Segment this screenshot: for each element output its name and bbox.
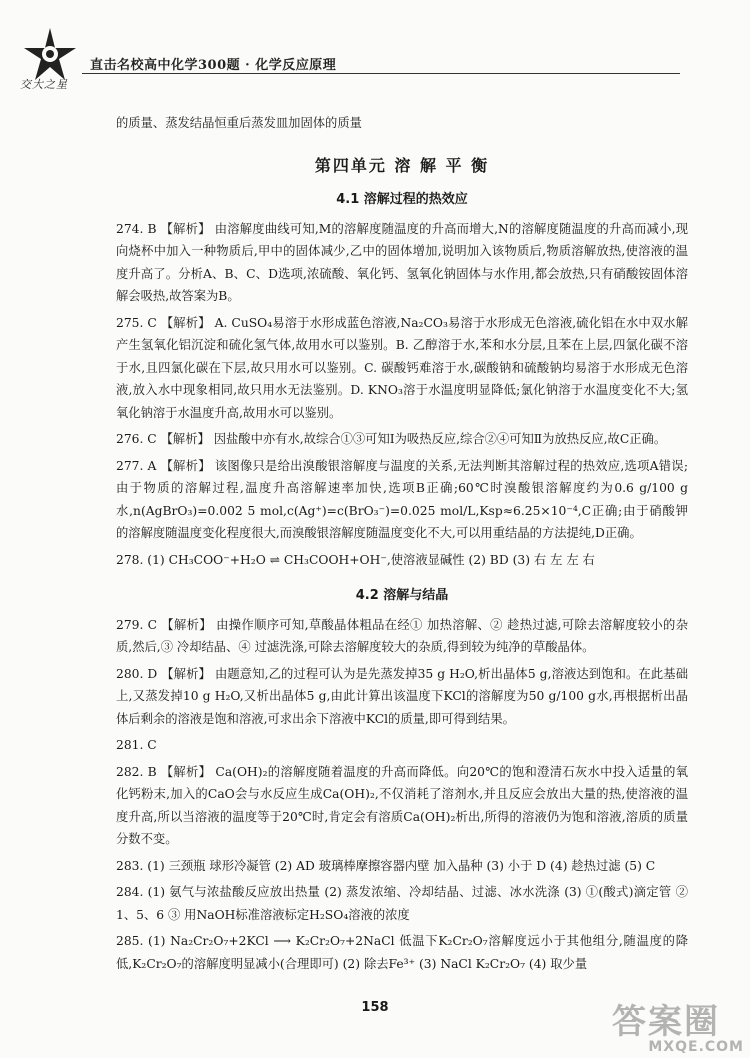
answer-content bbox=[116, 112, 688, 979]
answer-283: 283. (1) 三颈瓶 球形冷凝管 (2) AD 玻璃棒摩擦容器内壁 加入晶种 (3) 小于 D (4) 趁热过滤 (5) C bbox=[116, 858, 656, 873]
header-rule bbox=[82, 73, 680, 74]
star-logo-icon bbox=[22, 26, 78, 82]
watermark-url: MXQE.COM bbox=[648, 1039, 744, 1055]
lead-line: 的质量、蒸发结晶恒重后蒸发皿加固体的质量 bbox=[116, 116, 362, 130]
answer-285: 285. (1) Na₂Cr₂O₇+2KCl ⟶ K₂Cr₂O₇+2NaCl 低温下K₂Cr₂O₇溶解度远小于其他组分,随温度的降低,K₂Cr₂O₇的溶解度明显减小(合理即可) (2) 除去Fe³⁺ (3) NaCl K₂Cr₂O₇ (4) 取少量 bbox=[116, 934, 688, 971]
watermark-text: 答案圈 bbox=[612, 1002, 720, 1042]
answer-275: 275. C 【解析】 A. CuSO₄易溶于水形成蓝色溶液,Na₂CO₃易溶于水形成无色溶液,硫化铝在水中双水解产生氢氧化铝沉淀和硫化氢气体,故用水可以鉴别。B. 乙醇溶于水,苯和水分层,且苯在上层,四氯化碳不溶于水,且四氯化碳在下层,故只用水可以鉴别。C. 碳酸钙难溶于水,碳酸钠和硫酸钠均易溶于水形成无色溶液,放入水中现象相同,故只用水无法鉴别。D. KNO₃溶于水温度明显降低;氯化钠溶于水温度变化不大;氢氧化钠溶于水温度升高,故用水可以鉴别。 bbox=[116, 315, 688, 420]
answer-278: 278. (1) CH₃COO⁻+H₂O ⇌ CH₃COOH+OH⁻,使溶液显碱性 (2) BD (3) 右 左 左 右 bbox=[116, 552, 595, 567]
answer-277: 277. A 【解析】 该图像只是给出溴酸银溶解度与温度的关系,无法判断其溶解过程的热效应,选项A错误;由于物质的溶解过程,温度升高溶解速率加快,选项B正确;60℃时溴酸银溶解度约为0.6 g/100 g水,n(AgBrO₃)=0.002 5 mol,c(Ag⁺)=c(BrO₃⁻)=0.025 mol/L,Ksp≈6.25×10⁻⁴,C正确;由于硝酸钾的溶解度随温度变化程度很大,而溴酸银溶解度随温度变化不大,可以用重结晶的方法提纯,D正确。 bbox=[116, 458, 688, 540]
book-title: 直击名校高中化学300题 · 化学反应原理 bbox=[90, 58, 337, 73]
watermark-logo bbox=[612, 1002, 750, 1058]
answer-279: 279. C 【解析】 由操作顺序可知,草酸晶体粗品在经① 加热溶解、② 趁热过滤,可除去溶解度较小的杂质,然后,③ 冷却结晶、④ 过滤洗涤,可除去溶解度较大的杂质,得到较为纯净的草酸晶体。 bbox=[116, 617, 688, 654]
section-title-4-1: 4.1 溶解过程的热效应 bbox=[336, 192, 468, 207]
answer-280: 280. D 【解析】 由题意知,乙的过程可认为是先蒸发掉35 g H₂O,析出晶体5 g,溶液达到饱和。在此基础上,又蒸发掉10 g H₂O,又析出晶体5 g,由此计算出该温度下KCl的溶解度为50 g/100 g水,再根据析出晶体后剩余的溶液是饱和溶液,可求出余下溶液中KCl的质量,即可得到结果。 bbox=[116, 666, 688, 726]
answer-276: 276. C 【解析】 因盐酸中亦有水,故综合①③可知Ⅰ为吸热反应,综合②④可知Ⅱ为放热反应,故C正确。 bbox=[116, 432, 667, 446]
page-number: 158 bbox=[361, 1000, 389, 1015]
answer-281: 281. C bbox=[116, 738, 157, 752]
section-title-4-2: 4.2 溶解与结晶 bbox=[355, 588, 449, 603]
page-header bbox=[0, 0, 750, 96]
answer-274: 274. B 【解析】 由溶解度曲线可知,M的溶解度随温度的升高而增大,N的溶解度随温度的升高而减小,现向烧杯中加入一种物质后,甲中的固体减少,乙中的固体增加,说明加入该物质后,物质溶解放热,使溶液的温度升高了。分析A、B、C、D选项,浓硫酸、氧化钙、氢氧化钠固体与水作用,都会放热,只有硝酸铵固体溶解会吸热,故答案为B。 bbox=[116, 221, 688, 303]
answer-284: 284. (1) 氨气与浓盐酸反应放出热量 (2) 蒸发浓缩、冷却结晶、过滤、冰水洗涤 (3) ①(酸式)滴定管 ② 1、5、6 ③ 用NaOH标准溶液标定H₂SO₄溶液的浓度 bbox=[116, 885, 688, 922]
logo-text: 交大之星 bbox=[20, 78, 68, 91]
answer-282: 282. B 【解析】 Ca(OH)₂的溶解度随着温度的升高而降低。向20℃的饱和澄清石灰水中投入适量的氧化钙粉末,加入的CaO会与水反应生成Ca(OH)₂,不仅消耗了溶剂水,并且反应会放出大量的热,使溶液的温度升高,所以当溶液的温度等于20℃时,肯定会有溶质Ca(OH)₂析出,所得的溶液仍为饱和溶液,溶质的质量分数不变。 bbox=[116, 764, 688, 846]
unit-title: 第四单元 溶 解 平 衡 bbox=[314, 155, 490, 175]
